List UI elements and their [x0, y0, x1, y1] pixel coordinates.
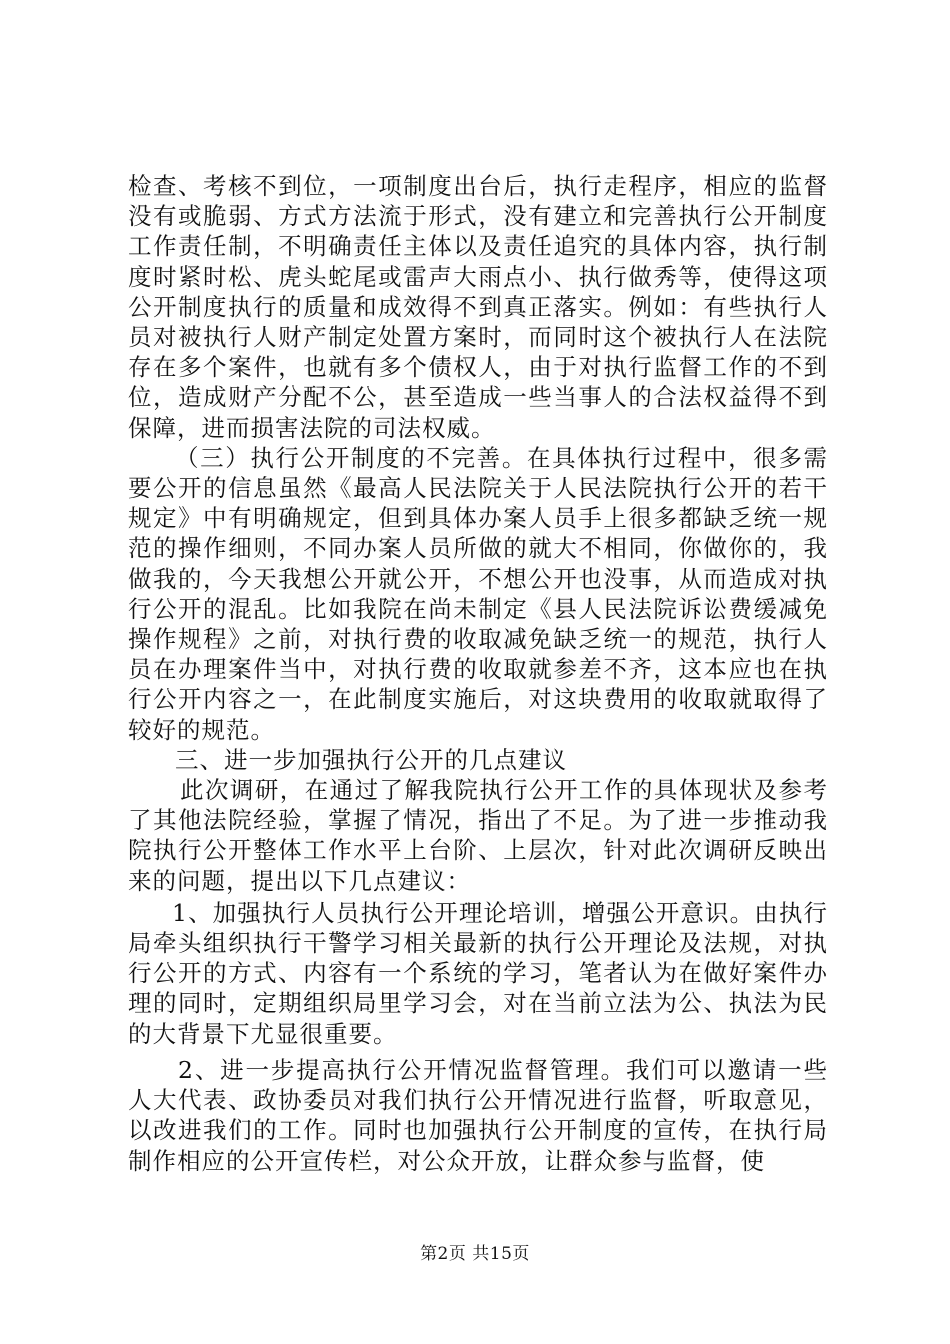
paragraph-suggestion-2: 2、进一步提高执行公开情况监督管理。我们可以邀请一些人大代表、政协委员对我们执行公开情况进行监督，听取意见，以改进我们的工作。同时也加强执行公开制度的宣传，在执行局制作相应的公开宣传栏，对公众开放，让群众参与监督，使 [128, 1055, 828, 1175]
paragraph-supervision-issues: 检查、考核不到位，一项制度出台后，执行走程序，相应的监督没有或脆弱、方式方法流于形式，没有建立和完善执行公开制度工作责任制，不明确责任主体以及责任追究的具体内容，执行制度时紧时松、虎头蛇尾或雷声大雨点小、执行做秀等，使得这项公开制度执行的质量和成效得不到真正落实。例如：有些执行人员对被执行人财产制定处置方案时，而同时这个被执行人在法院存在多个案件，也就有多个债权人，由于对执行监督工作的不到位，造成财产分配不公，甚至造成一些当事人的合法权益得不到保障，进而损害法院的司法权威。 [128, 172, 828, 442]
page-footer: 第2页 共15页 [420, 1244, 530, 1264]
section-heading-suggestions: 三、进一步加强执行公开的几点建议 [175, 745, 567, 774]
paragraph-suggestion-1: 1、加强执行人员执行公开理论培训，增强公开意识。由执行局牵头组织执行干警学习相关最新的执行公开理论及法规，对执行公开的方式、内容有一个系统的学习，笔者认为在做好案件办理的同时，定期组织局里学习会，对在当前立法为公、执法为民的大背景下尤显很重要。 [128, 898, 828, 1048]
paragraph-section-three-imperfect-system: （三）执行公开制度的不完善。在具体执行过程中，很多需要公开的信息虽然《最高人民法院关于人民法院执行公开的若干规定》中有明确规定，但到具体办案人员手上很多都缺乏统一规范的操作细则，不同办案人员所做的就大不相同，你做你的，我做我的，今天我想公开就公开，不想公开也没事，从而造成对执行公开的混乱。比如我院在尚未制定《县人民法院诉讼费缓减免操作规程》之前，对执行费的收取减免缺乏统一的规范，执行人员在办理案件当中，对执行费的收取就参差不齐，这本应也在执行公开内容之一，在此制度实施后，对这块费用的收取就取得了较好的规范。 [128, 443, 828, 744]
document-body [128, 171, 828, 1176]
paragraph-research-intro: 此次调研，在通过了解我院执行公开工作的具体现状及参考了其他法院经验，掌握了情况，指出了不足。为了进一步推动我院执行公开整体工作水平上台阶、上层次，针对此次调研反映出来的问题，提出以下几点建议： [128, 776, 828, 895]
